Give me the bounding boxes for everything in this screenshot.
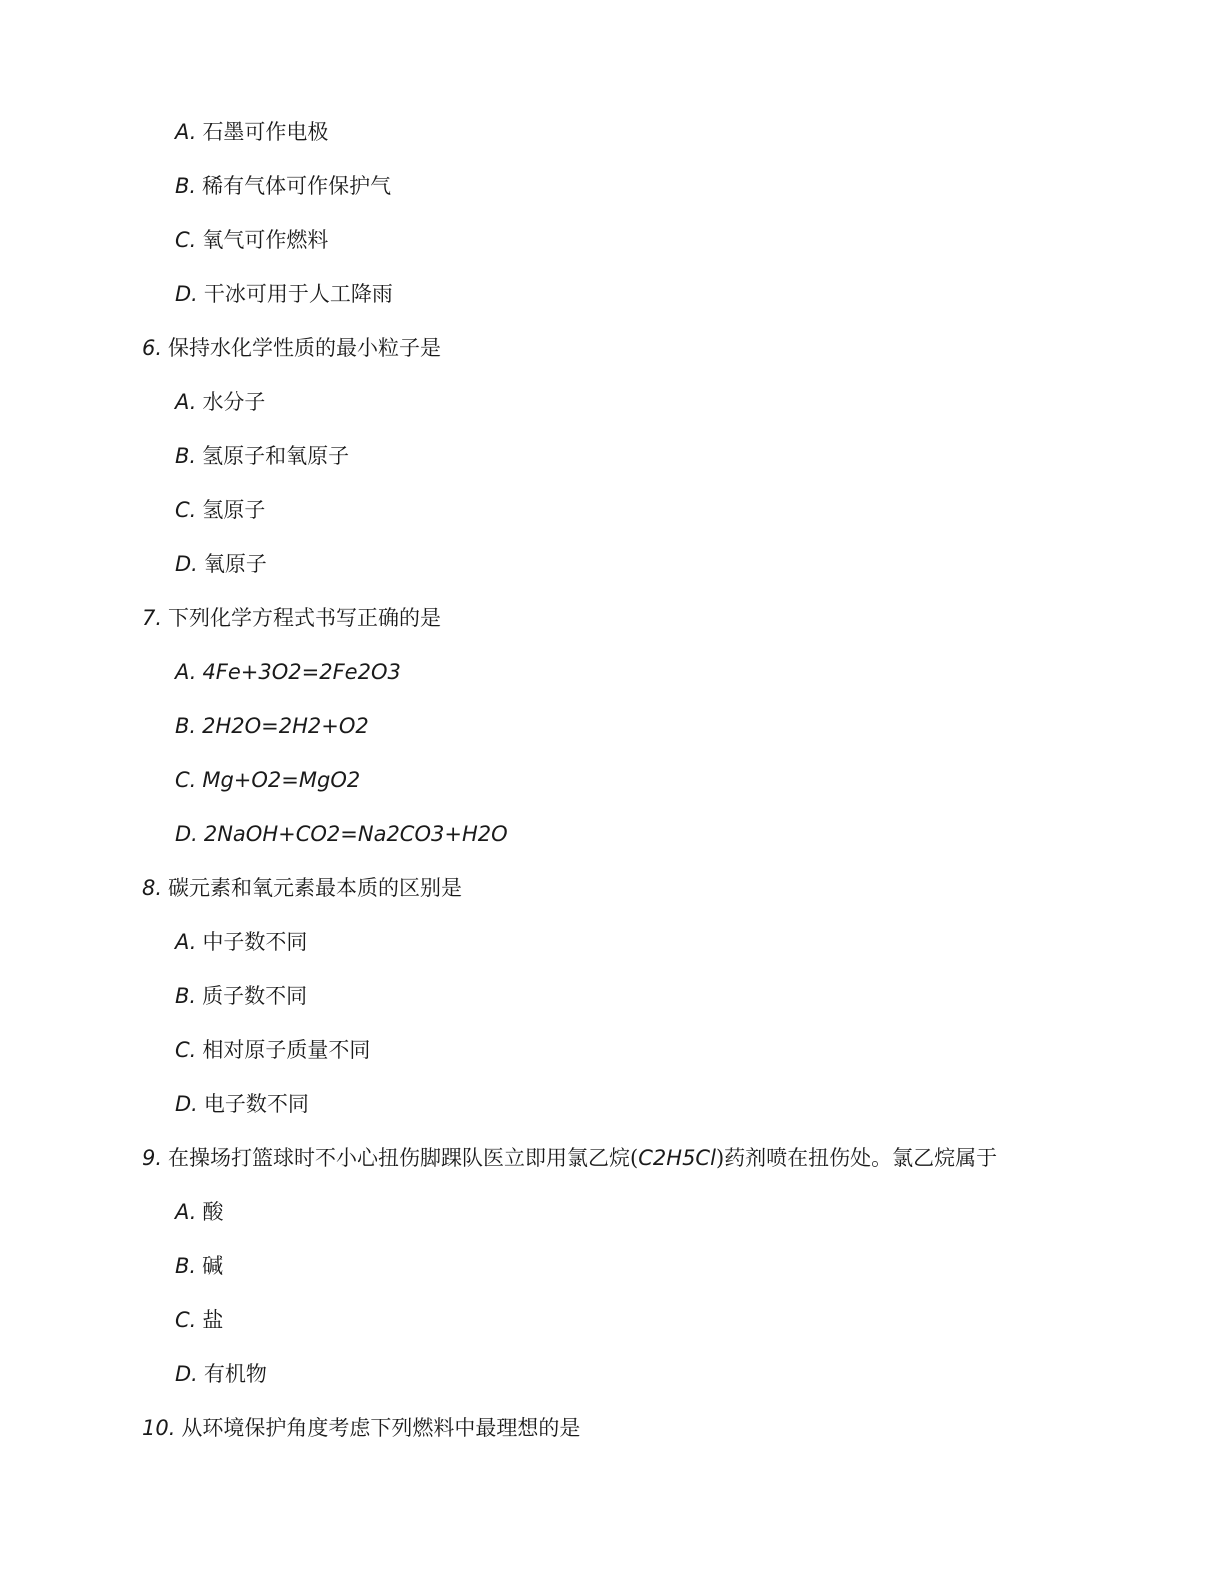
option-text: 干冰可用于人工降雨 (203, 282, 393, 306)
option-mark: D. (175, 822, 198, 846)
option-mark: A. (175, 390, 197, 414)
option-mark: C. (175, 498, 197, 522)
option-mark: C. (175, 1038, 197, 1062)
question-8 (142, 874, 462, 902)
option-text: 有机物 (203, 1362, 267, 1386)
option-text: 稀有气体可作保护气 (202, 174, 392, 198)
question-formula: C2H5Cl (638, 1146, 716, 1170)
q9-option-b (175, 1252, 223, 1280)
q6-option-a (175, 388, 265, 416)
question-number: 6. (142, 336, 163, 360)
option-mark: C. (175, 768, 197, 792)
question-number: 10. (142, 1416, 176, 1440)
option-text: 相对原子质量不同 (202, 1038, 371, 1062)
q7-option-c (175, 766, 360, 794)
q5-option-d (175, 280, 393, 308)
option-mark: A. (175, 120, 197, 144)
option-mark: C. (175, 228, 197, 252)
question-text-before: 在操场打篮球时不小心扭伤脚踝队医立即用氯乙烷( (168, 1146, 639, 1170)
option-mark: B. (175, 1254, 197, 1278)
q6-option-d (175, 550, 267, 578)
option-text: 盐 (202, 1308, 224, 1332)
option-mark: B. (175, 444, 197, 468)
q9-option-d (175, 1360, 267, 1388)
option-text: 氢原子 (202, 498, 266, 522)
q5-option-a (175, 118, 328, 146)
option-text: 中子数不同 (202, 930, 308, 954)
question-text: 碳元素和氧元素最本质的区别是 (168, 876, 463, 900)
question-text: 保持水化学性质的最小粒子是 (168, 336, 442, 360)
q8-option-d (175, 1090, 309, 1118)
option-text: 氧原子 (203, 552, 267, 576)
option-formula: 2H2O=2H2+O2 (202, 714, 369, 738)
option-mark: D. (175, 282, 198, 306)
question-number: 8. (142, 876, 163, 900)
question-number: 7. (142, 606, 163, 630)
option-text: 碱 (202, 1254, 224, 1278)
question-text: 从环境保护角度考虑下列燃料中最理想的是 (181, 1416, 581, 1440)
option-text: 氢原子和氧原子 (202, 444, 350, 468)
q8-option-c (175, 1036, 370, 1064)
option-text: 石墨可作电极 (202, 120, 329, 144)
option-text: 水分子 (202, 390, 266, 414)
question-9 (142, 1144, 997, 1172)
q7-option-d (175, 820, 508, 848)
q5-option-c (175, 226, 328, 254)
option-mark: A. (175, 930, 197, 954)
option-mark: D. (175, 1362, 198, 1386)
question-7 (142, 604, 441, 632)
q9-option-c (175, 1306, 223, 1334)
option-formula: Mg+O2=MgO2 (202, 768, 361, 792)
question-number: 9. (142, 1146, 163, 1170)
q8-option-a (175, 928, 307, 956)
question-text-after: )药剂喷在扭伤处。氯乙烷属于 (715, 1146, 998, 1170)
q7-option-a (175, 658, 401, 686)
option-formula: 4Fe+3O2=2Fe2O3 (202, 660, 401, 684)
option-mark: B. (175, 174, 197, 198)
q6-option-b (175, 442, 349, 470)
question-text: 下列化学方程式书写正确的是 (168, 606, 442, 630)
option-mark: C. (175, 1308, 197, 1332)
option-mark: D. (175, 1092, 198, 1116)
option-mark: B. (175, 984, 197, 1008)
option-mark: A. (175, 1200, 197, 1224)
option-mark: B. (175, 714, 197, 738)
option-formula: 2NaOH+CO2=Na2CO3+H2O (203, 822, 508, 846)
option-mark: D. (175, 552, 198, 576)
q9-option-a (175, 1198, 223, 1226)
option-mark: A. (175, 660, 197, 684)
q6-option-c (175, 496, 265, 524)
question-10 (142, 1414, 580, 1442)
q5-option-b (175, 172, 391, 200)
option-text: 氧气可作燃料 (202, 228, 329, 252)
question-6 (142, 334, 441, 362)
q7-option-b (175, 712, 369, 740)
option-text: 酸 (202, 1200, 224, 1224)
option-text: 质子数不同 (202, 984, 308, 1008)
option-text: 电子数不同 (203, 1092, 309, 1116)
q8-option-b (175, 982, 307, 1010)
